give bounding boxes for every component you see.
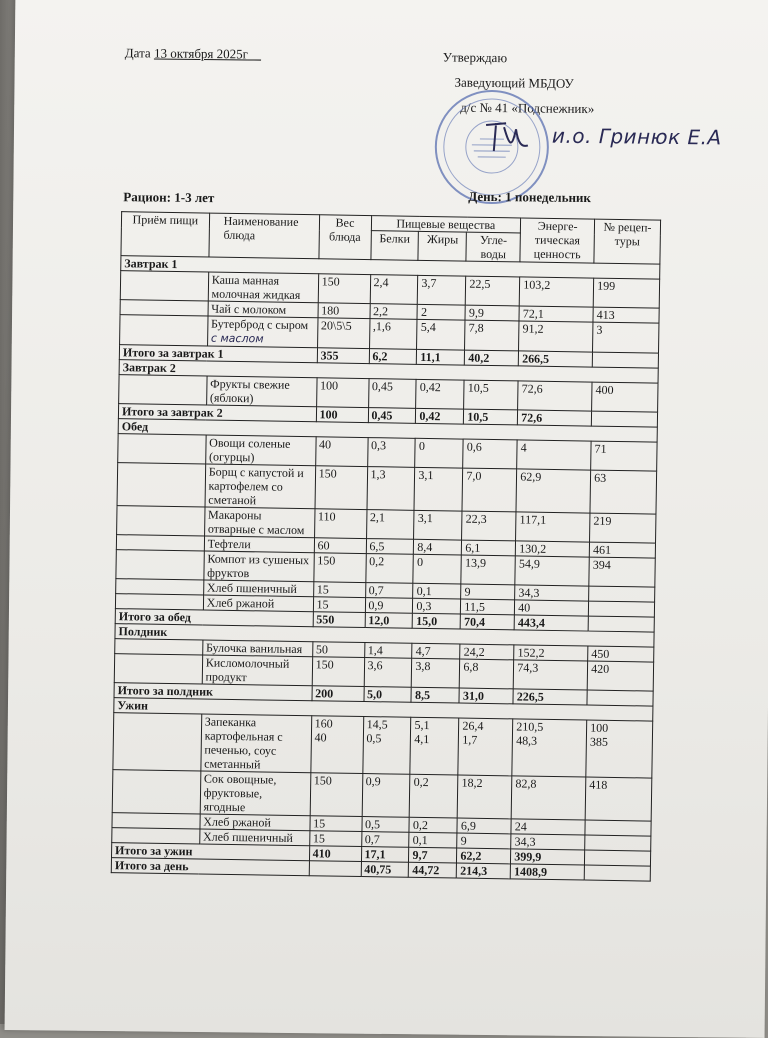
dish-name-text: Овощи соленые (огурцы) <box>208 435 291 465</box>
cell-energy: 1408,9 <box>510 864 584 880</box>
dish-name <box>202 655 312 686</box>
cell-proteins: 1,3 <box>366 467 415 511</box>
cell-recipe <box>585 850 651 866</box>
cell-carbs: 22,3 <box>462 511 516 541</box>
cell-energy: 443,4 <box>514 615 588 631</box>
cell-proteins: 3,6 <box>364 658 412 688</box>
total-label: Итого за завтрак 1 <box>119 345 317 363</box>
approve-position: Заведующий МБДОУ <box>454 74 574 91</box>
dish-name-text: Кисломолочный продукт <box>205 655 290 685</box>
cell-meal-empty <box>115 594 203 610</box>
cell-weight: 150 <box>312 657 364 687</box>
cell-energy: 74,3 <box>513 660 587 690</box>
cell-energy: 72,6 <box>518 381 592 411</box>
meal-section-title: Обед <box>118 419 657 442</box>
cell-energy: 399,9 <box>511 849 585 865</box>
cell-energy: 34,3 <box>515 585 589 601</box>
cell-fats <box>410 717 459 775</box>
cell-carbs: 11,5 <box>461 599 515 615</box>
cell-recipe: 461 <box>589 542 655 558</box>
cell-recipe: 420 <box>587 661 653 691</box>
cell-meal-empty <box>116 535 204 551</box>
dish-name-text: Хлеб пшеничный <box>202 829 294 845</box>
dish-name-text: Запеканка картофельная с печенью, соус сметанный <box>204 714 283 772</box>
handwritten-note: с маслом <box>210 331 264 346</box>
dish-name-text: Компот из сушеных фруктов <box>207 551 310 581</box>
dish-name-text: Борщ с капустой и картофелем со сметаной <box>208 464 304 508</box>
cell-energy: 117,1 <box>516 512 590 542</box>
cell-meal-empty <box>117 506 205 536</box>
cell-energy: 130,2 <box>516 541 590 557</box>
cell-proteins: 0,2 <box>365 554 413 584</box>
cell-energy-line2: 48,3 <box>516 733 538 748</box>
cell-proteins: 0,9 <box>362 774 411 818</box>
total-label: Итого за полдник <box>114 683 312 701</box>
cell-weight <box>310 716 363 774</box>
meal-section-title: Ужин <box>114 698 653 721</box>
cell-meal-empty <box>113 713 202 771</box>
cell-recipe: 63 <box>590 470 657 514</box>
dish-name <box>206 376 316 407</box>
cell-proteins: 6,5 <box>366 539 414 555</box>
dish-name-text: Каша манная молочная жидкая <box>211 272 301 302</box>
dish-name <box>204 551 314 582</box>
cell-carbs: 24,2 <box>460 644 514 660</box>
cell-carbs: 9,9 <box>465 305 519 321</box>
cell-weight: 150 <box>310 773 363 817</box>
cell-energy: 34,3 <box>511 834 585 850</box>
cell-fats: 44,72 <box>409 862 457 878</box>
cell-proteins-line1: 14,5 <box>366 717 388 732</box>
cell-recipe <box>587 690 653 706</box>
dish-name <box>202 640 312 657</box>
dish-name <box>203 580 313 597</box>
cell-fats: 8,5 <box>411 687 459 703</box>
header-recipe: № рецеп-туры <box>594 219 661 264</box>
cell-fats: 0,3 <box>413 598 461 614</box>
cell-meal-empty <box>120 300 208 316</box>
meal-section-title: Завтрак 2 <box>119 360 658 383</box>
dish-name <box>205 435 315 466</box>
table-body <box>111 256 660 881</box>
cell-fats: 15,0 <box>413 613 461 629</box>
menu-table <box>111 211 661 881</box>
cell-recipe <box>592 352 658 368</box>
cell-fats-line1: 5,1 <box>414 717 430 733</box>
cell-weight: 40 <box>315 437 367 467</box>
dish-name-text: Тефтели <box>207 536 251 552</box>
cell-carbs: 214,3 <box>457 863 511 879</box>
cell-weight: 150 <box>315 466 368 510</box>
cell-fats: 0 <box>415 438 463 468</box>
cell-carbs: 22,5 <box>466 276 520 306</box>
cell-carbs: 7,0 <box>462 468 517 512</box>
document-sheet <box>5 0 768 1038</box>
cell-recipe: 219 <box>590 513 656 543</box>
header-energy: Энерге-тическая ценность <box>520 218 595 263</box>
cell-proteins: 0,7 <box>365 583 413 599</box>
cell-recipe: 3 <box>593 322 659 353</box>
cell-energy: 266,5 <box>519 351 593 367</box>
total-label: Итого за день <box>111 858 309 876</box>
cell-carbs: 0,6 <box>463 439 517 469</box>
cell-carbs: 62,2 <box>457 848 511 864</box>
cell-carbs-line1: 26,4 <box>462 718 484 733</box>
cell-recipe: 413 <box>593 307 659 323</box>
cell-proteins: ,1,6 <box>369 319 417 350</box>
date-line: Дата 13 октября 2025г__ <box>124 45 262 62</box>
dish-row <box>113 713 653 778</box>
cell-recipe <box>585 820 651 836</box>
header-carbs: Угле-воды <box>466 232 520 262</box>
dish-name-text: Чай с молоком <box>211 301 287 317</box>
cell-weight: 200 <box>312 686 364 702</box>
cell-carbs: 13,9 <box>461 555 515 585</box>
date-value: 13 октября 2025г <box>153 45 249 62</box>
dish-name-text: Макароны отварные с маслом <box>207 507 305 538</box>
cell-recipe: 71 <box>591 441 657 471</box>
meal-section-title: Полдник <box>115 624 654 647</box>
cell-meal-empty <box>118 434 206 464</box>
header-fats: Жиры <box>418 231 466 261</box>
cell-fats: 5,4 <box>417 319 465 350</box>
cell-weight: 550 <box>313 612 365 628</box>
cell-proteins: 0,3 <box>367 438 415 468</box>
cell-weight: 15 <box>313 582 365 598</box>
cell-meal-empty <box>112 770 200 814</box>
total-label: Итого за завтрак 2 <box>118 404 316 422</box>
cell-recipe: 199 <box>593 278 659 308</box>
cell-proteins: 6,2 <box>369 349 417 365</box>
total-label: Итого за обед <box>115 609 313 627</box>
dish-name <box>207 316 317 348</box>
cell-meal-empty <box>117 463 205 507</box>
cell-meal-empty <box>112 828 200 844</box>
cell-recipe <box>589 586 655 602</box>
cell-recipe <box>584 865 650 881</box>
approve-org: д/с № 41 «Подснежник» <box>460 99 595 117</box>
cell-proteins: 12,0 <box>365 613 413 629</box>
cell-carbs <box>458 718 513 776</box>
cell-meal-empty <box>119 375 207 405</box>
cell-energy: 62,9 <box>516 469 591 513</box>
cell-weight-line1: 160 <box>314 716 333 731</box>
cell-energy: 40 <box>515 600 589 616</box>
cell-carbs: 40,2 <box>465 350 519 366</box>
day-label: День: 1 понедельник <box>468 188 592 206</box>
cell-weight: 180 <box>318 303 370 319</box>
dish-name-text: Хлеб ржаной <box>206 595 275 611</box>
dish-name <box>208 272 318 303</box>
total-label: Итого за ужин <box>112 843 310 861</box>
cell-weight: 15 <box>313 597 365 613</box>
cell-energy: 72,6 <box>518 410 592 426</box>
cell-weight: 150 <box>313 553 365 583</box>
header-nutrients: Пищевые вещества <box>371 216 521 233</box>
cell-recipe <box>588 601 654 617</box>
cell-fats: 0 <box>413 554 461 584</box>
dish-name <box>204 507 314 538</box>
cell-weight: 150 <box>318 274 370 304</box>
cell-recipe: 394 <box>589 557 655 587</box>
cell-recipe <box>586 720 653 778</box>
cell-carbs: 10,5 <box>464 380 518 410</box>
cell-energy: 54,9 <box>515 556 589 586</box>
cell-carbs: 6,8 <box>460 659 514 689</box>
dish-name <box>208 301 318 318</box>
cell-recipe-line2: 385 <box>589 734 609 749</box>
bleed-through-text <box>195 948 198 964</box>
header-weight: Вес блюда <box>319 215 372 260</box>
ration-label: Рацион: 1-3 лет <box>123 189 215 206</box>
cell-fats: 11,1 <box>417 349 465 365</box>
approve-title: Утверждаю <box>442 49 508 66</box>
cell-weight <box>309 861 361 877</box>
cell-weight: 60 <box>314 538 366 554</box>
cell-fats: 3,7 <box>418 275 466 305</box>
cell-proteins: 0,7 <box>361 832 409 848</box>
dish-name-text: Бутерброд с сыром <box>210 316 309 333</box>
cell-fats: 0,1 <box>409 832 457 848</box>
cell-recipe: 400 <box>592 382 658 412</box>
cell-fats: 4,7 <box>412 643 460 659</box>
cell-weight: 410 <box>309 846 361 862</box>
cell-proteins: 17,1 <box>361 847 409 863</box>
cell-proteins: 0,9 <box>365 598 413 614</box>
dish-name <box>200 771 311 816</box>
cell-recipe <box>591 411 657 427</box>
dish-name-text: Хлеб ржаной <box>203 814 271 830</box>
cell-weight: 15 <box>310 816 362 832</box>
cell-energy <box>512 719 587 777</box>
cell-proteins: 0,45 <box>368 379 416 409</box>
cell-carbs: 6,9 <box>457 818 511 834</box>
cell-weight: 110 <box>314 509 366 539</box>
cell-fats: 2 <box>417 304 465 320</box>
dish-name-text: Фрукты свежие (яблоки) <box>209 376 290 406</box>
cell-carbs: 31,0 <box>459 688 513 704</box>
cell-weight: 100 <box>316 378 368 408</box>
cell-recipe: 418 <box>585 777 652 821</box>
signature <box>482 117 532 158</box>
cell-proteins: 5,0 <box>363 687 411 703</box>
handwritten-name: и.о. Гринюк Е.А <box>551 123 722 150</box>
cell-carbs: 9 <box>461 584 515 600</box>
cell-energy-line1: 210,5 <box>516 719 544 734</box>
cell-meal-empty <box>114 654 202 684</box>
cell-proteins: 40,75 <box>361 862 409 878</box>
cell-meal-empty <box>116 550 204 580</box>
dish-name <box>199 829 309 846</box>
cell-fats: 3,8 <box>412 658 460 688</box>
cell-energy: 103,2 <box>519 277 593 307</box>
dish-name-text: Булочка ванильная <box>205 640 303 657</box>
cell-proteins: 2,2 <box>369 304 417 320</box>
date-label: Дата <box>124 45 151 61</box>
cell-carbs: 7,8 <box>465 320 519 351</box>
cell-fats: 3,1 <box>414 510 462 540</box>
cell-recipe: 450 <box>588 646 654 662</box>
dish-name-text: Хлеб пшеничный <box>206 580 297 596</box>
cell-carbs: 70,4 <box>460 614 514 630</box>
cell-weight-line2: 40 <box>314 730 327 745</box>
dish-name <box>205 464 316 509</box>
cell-energy: 226,5 <box>513 689 587 705</box>
cell-weight: 20\5\5 <box>317 318 369 349</box>
cell-energy: 91,2 <box>519 321 593 352</box>
cell-carbs: 6,1 <box>462 540 516 556</box>
cell-fats: 0,42 <box>416 408 464 424</box>
cell-energy: 72,1 <box>519 306 593 322</box>
cell-proteins <box>362 717 411 775</box>
cell-proteins: 1,4 <box>364 643 412 659</box>
dish-name-text: Сок овощные, фруктовые, ягодные <box>203 771 277 815</box>
cell-energy: 152,2 <box>514 645 588 661</box>
cell-fats: 9,7 <box>409 847 457 863</box>
cell-meal-empty <box>112 813 200 829</box>
dish-name <box>203 595 313 612</box>
header-meal: Приём пищи <box>121 212 209 257</box>
cell-fats: 0,2 <box>410 774 459 818</box>
cell-fats: 0,2 <box>409 817 457 833</box>
cell-recipe <box>588 616 654 632</box>
cell-recipe <box>585 835 651 851</box>
cell-carbs: 18,2 <box>458 775 513 819</box>
header-dish: Наименование блюда <box>209 213 320 259</box>
meal-section-title: Завтрак 1 <box>121 256 660 279</box>
cell-proteins: 0,5 <box>361 817 409 833</box>
cell-weight: 355 <box>317 348 369 364</box>
cell-fats: 8,4 <box>414 539 462 555</box>
cell-weight: 15 <box>309 831 361 847</box>
cell-carbs-line2: 1,7 <box>462 732 478 747</box>
cell-proteins: 0,45 <box>368 408 416 424</box>
cell-fats: 0,42 <box>416 379 464 409</box>
cell-proteins-line2: 0,5 <box>366 731 382 746</box>
cell-energy: 82,8 <box>511 776 586 820</box>
cell-meal-empty <box>116 579 204 595</box>
cell-weight: 100 <box>316 407 368 423</box>
cell-carbs: 9 <box>457 833 511 849</box>
cell-fats: 0,1 <box>413 583 461 599</box>
cell-proteins: 2,1 <box>366 510 414 540</box>
cell-proteins: 2,4 <box>370 275 418 305</box>
cell-meal-empty <box>120 315 208 346</box>
cell-weight: 50 <box>312 642 364 658</box>
dish-name <box>204 536 314 553</box>
cell-meal-empty <box>115 639 203 655</box>
dish-name <box>201 714 312 773</box>
cell-fats: 3,1 <box>414 467 463 511</box>
cell-energy: 4 <box>517 440 591 470</box>
cell-recipe-line1: 100 <box>590 720 609 735</box>
header-proteins: Белки <box>370 231 418 261</box>
cell-energy: 24 <box>511 819 585 835</box>
cell-meal-empty <box>120 271 208 301</box>
cell-carbs: 10,5 <box>464 409 518 425</box>
cell-fats-line2: 4,1 <box>414 731 430 747</box>
dish-name <box>200 814 310 831</box>
